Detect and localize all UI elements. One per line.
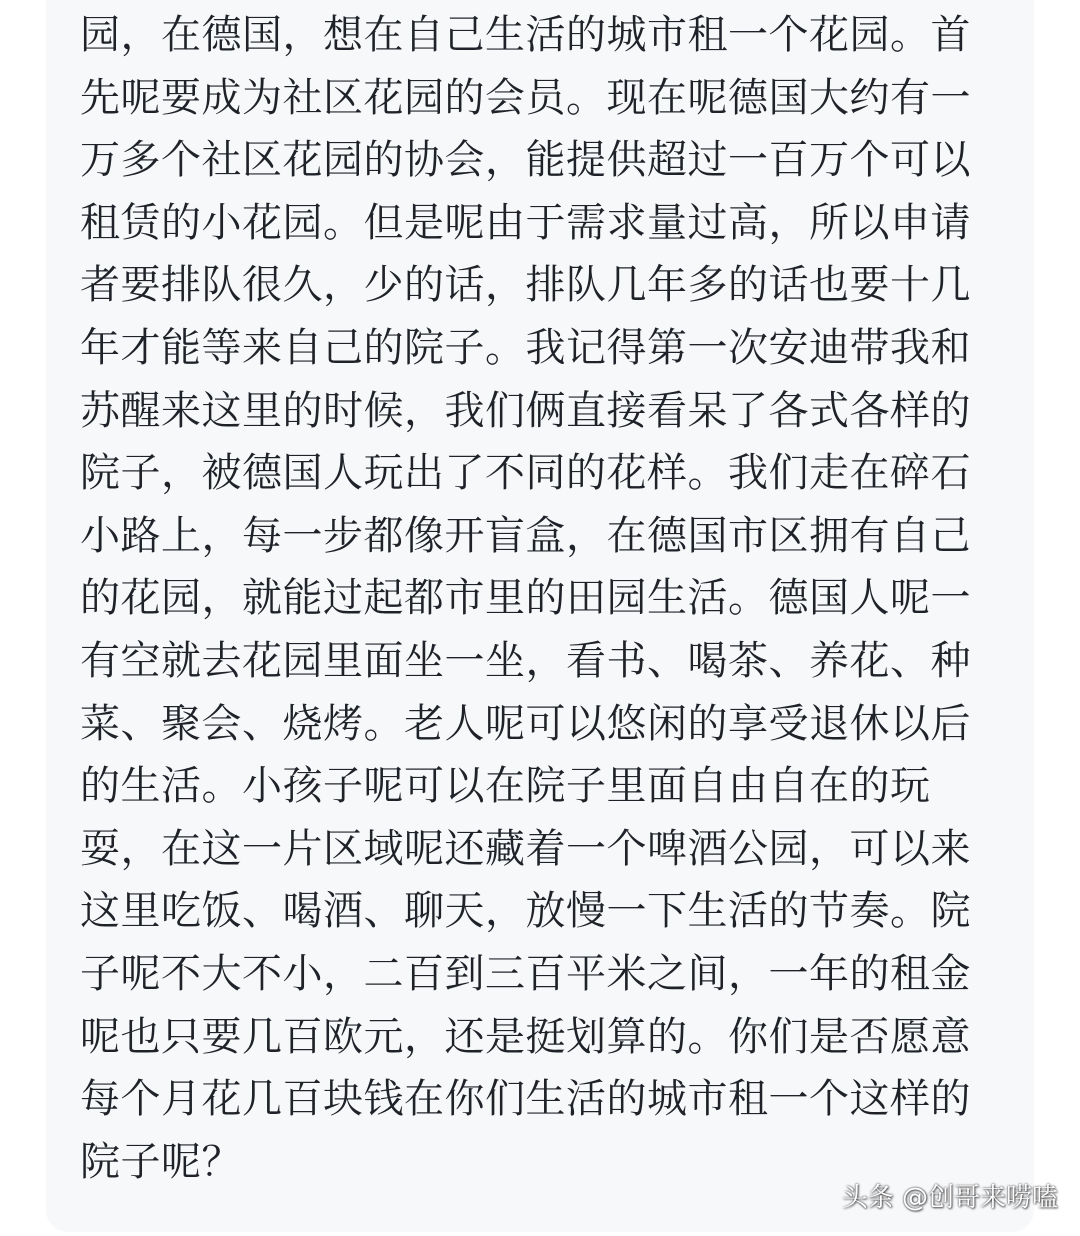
text-line: 这里吃饭、喝酒、聊天，放慢一下生活的节奏。院 <box>80 888 971 935</box>
text-line: 的生活。小孩子呢可以在院子里面自由自在的玩 <box>80 763 931 810</box>
text-line: 呢也只要几百欧元，还是挺划算的。你们是否愿意 <box>80 1013 971 1060</box>
text-line: 耍，在这一片区域呢还藏着一个啤酒公园，可以来 <box>80 825 971 872</box>
text-line: 每个月花几百块钱在你们生活的城市租一个这样的 <box>80 1076 971 1123</box>
text-line: 苏醒来这里的时候，我们俩直接看呆了各式各样的 <box>80 387 971 434</box>
text-line: 万多个社区花园的协会，能提供超过一百万个可以 <box>80 137 971 184</box>
text-line: 年才能等来自己的院子。我记得第一次安迪带我和 <box>80 324 971 371</box>
text-line: 园，在德国，想在自己生活的城市租一个花园。首 <box>80 12 971 58</box>
article-text <box>80 4 980 1193</box>
text-line: 小路上，每一步都像开盲盒，在德国市区拥有自己 <box>80 512 971 559</box>
watermark: 头条 @创哥来唠嗑 <box>841 1183 1058 1213</box>
text-line: 者要排队很久，少的话，排队几年多的话也要十几 <box>80 262 971 309</box>
text-line: 院子，被德国人玩出了不同的花样。我们走在碎石 <box>80 450 971 497</box>
text-line: 菜、聚会、烧烤。老人呢可以悠闲的享受退休以后 <box>80 700 971 747</box>
text-line: 有空就去花园里面坐一坐，看书、喝茶、养花、种 <box>80 637 971 684</box>
text-line: 先呢要成为社区花园的会员。现在呢德国大约有一 <box>80 74 971 121</box>
text-line: 租赁的小花园。但是呢由于需求量过高，所以申请 <box>80 199 971 246</box>
text-line: 院子呢？ <box>80 1138 242 1185</box>
text-line: 的花园，就能过起都市里的田园生活。德国人呢一 <box>80 575 971 622</box>
text-line: 子呢不大不小，二百到三百平米之间，一年的租金 <box>80 950 971 997</box>
